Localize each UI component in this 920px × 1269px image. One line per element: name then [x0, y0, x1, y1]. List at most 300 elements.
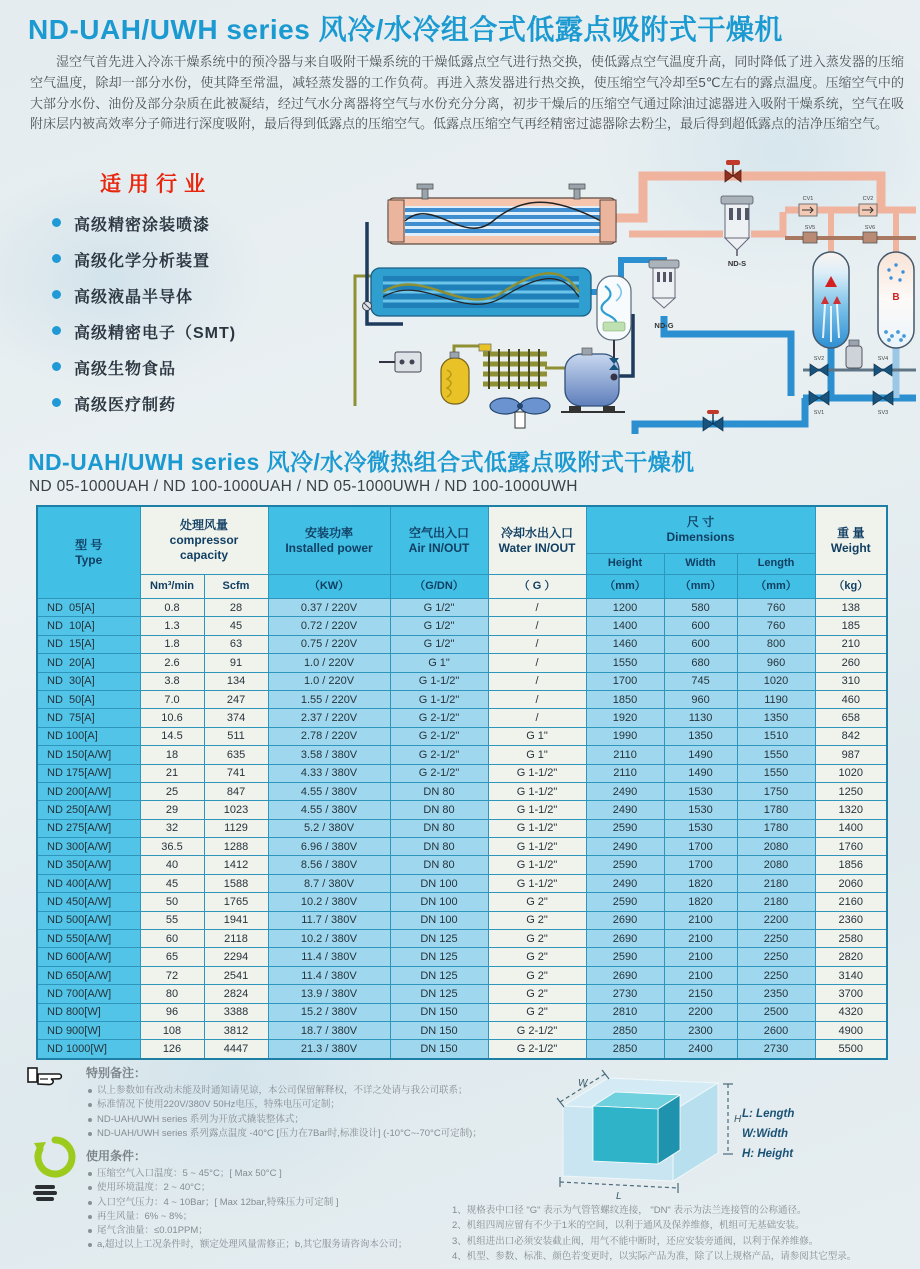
table-cell: 1588 — [204, 874, 268, 892]
table-cell: 21 — [140, 764, 204, 782]
table-cell: 1850 — [586, 690, 664, 708]
special-note-item: 标准情况下使用220V/380V 50Hz电压，特殊电压可定制； — [86, 1098, 506, 1112]
dim-l-label: L — [616, 1191, 622, 1202]
table-cell: ND 275[A/W] — [37, 819, 140, 837]
table-cell: 2810 — [586, 1003, 664, 1021]
table-cell: 1750 — [737, 782, 815, 800]
table-row — [37, 874, 887, 892]
industry-item: 高级生物食品 — [48, 356, 338, 379]
sight-glass-valve-icon — [363, 302, 372, 311]
table-cell: 1288 — [204, 838, 268, 856]
table-cell: G 1-1/2" — [488, 782, 586, 800]
table-cell: 134 — [204, 672, 268, 690]
legend-width: W:Width — [742, 1128, 789, 1141]
table-cell: 1.0 / 220V — [268, 672, 390, 690]
usage-conditions-list — [86, 1167, 506, 1253]
table-cell: 1941 — [204, 911, 268, 929]
table-cell: 310 — [815, 672, 887, 690]
table-cell: G 1" — [390, 654, 488, 672]
table-row — [37, 672, 887, 690]
table-cell: 745 — [664, 672, 737, 690]
table-cell: 0.37 / 220V — [268, 599, 390, 617]
stack-icon — [32, 1184, 58, 1202]
table-cell: 635 — [204, 746, 268, 764]
table-row — [37, 819, 887, 837]
table-cell: 1412 — [204, 856, 268, 874]
table-cell: 1700 — [586, 672, 664, 690]
table-cell: DN 80 — [390, 801, 488, 819]
col-header-width: Width — [664, 554, 737, 575]
table-cell: 2400 — [664, 1040, 737, 1059]
col-header-type: 型 号 Type — [37, 506, 140, 599]
svg-text:SV6: SV6 — [864, 225, 876, 231]
table-cell: 842 — [815, 727, 887, 745]
table-cell: 1760 — [815, 838, 887, 856]
table-row — [37, 1003, 887, 1021]
table-cell: 1550 — [737, 746, 815, 764]
muffler — [846, 340, 862, 368]
industry-item: 高级精密电子（SMT) — [48, 320, 338, 343]
table-cell: 10.6 — [140, 709, 204, 727]
table-cell: 2730 — [586, 985, 664, 1003]
table-cell: 1400 — [815, 819, 887, 837]
table-cell: 2100 — [664, 966, 737, 984]
table-cell: 8.7 / 380V — [268, 874, 390, 892]
table-cell: 108 — [140, 1021, 204, 1039]
table-cell: 60 — [140, 930, 204, 948]
table-cell: 4447 — [204, 1040, 268, 1059]
table-cell: 1130 — [664, 709, 737, 727]
table-cell: 2100 — [664, 948, 737, 966]
table-cell: 847 — [204, 782, 268, 800]
table-cell: 1550 — [586, 654, 664, 672]
table-cell: G 1-1/2" — [488, 764, 586, 782]
recycle-icon — [32, 1134, 78, 1180]
table-cell: ND 550[A/W] — [37, 930, 140, 948]
nd-s-filter-label: ND-S — [727, 259, 747, 268]
numbered-note-item: 3、机组进出口必须安装截止阀，用气不能中断时，还应安装旁通阀，以利于保养维修。 — [452, 1235, 819, 1247]
table-cell: 18 — [140, 746, 204, 764]
table-cell: 247 — [204, 690, 268, 708]
table-cell: 2850 — [586, 1021, 664, 1039]
process-flow-diagram — [333, 156, 920, 440]
table-cell: ND 20[A] — [37, 654, 140, 672]
table-cell: G 2-1/2" — [390, 764, 488, 782]
table-cell: 2490 — [586, 801, 664, 819]
table-cell: 260 — [815, 654, 887, 672]
col-header-air: 空气出入口 Air IN/OUT — [390, 506, 488, 575]
table-cell: 25 — [140, 782, 204, 800]
table-cell: 2294 — [204, 948, 268, 966]
table-cell: 8.56 / 380V — [268, 856, 390, 874]
table-cell: 2110 — [586, 764, 664, 782]
table-cell: 960 — [737, 654, 815, 672]
table-cell: 1530 — [664, 801, 737, 819]
table-cell: 680 — [664, 654, 737, 672]
special-note-item: 以上参数如有改动未能及时通知请见谅，本公司保留解释权，不详之处请与我公司联系； — [86, 1084, 506, 1098]
table-cell: ND 650[A/W] — [37, 966, 140, 984]
table-cell: 0.72 / 220V — [268, 617, 390, 635]
table-cell: 1550 — [737, 764, 815, 782]
table-cell: G 2" — [488, 948, 586, 966]
table-cell: 1.8 — [140, 635, 204, 653]
adsorption-tower-a — [813, 252, 849, 348]
table-cell: 1700 — [664, 838, 737, 856]
table-row — [37, 1021, 887, 1039]
usage-condition-item: 再生风量：6% ~ 8%； — [86, 1210, 506, 1224]
table-cell: 5500 — [815, 1040, 887, 1059]
valve-sv2 — [810, 356, 828, 376]
special-note-item: ND-UAH/UWH series 系列为开放式撬装整体式； — [86, 1113, 506, 1127]
table-cell: DN 125 — [390, 948, 488, 966]
table-cell: 96 — [140, 1003, 204, 1021]
table-cell: / — [488, 617, 586, 635]
table-cell: G 1" — [488, 727, 586, 745]
table-cell: 91 — [204, 654, 268, 672]
evaporator-heat-exchanger — [371, 268, 591, 316]
table-cell: 2690 — [586, 930, 664, 948]
tower-b-label: B — [892, 292, 900, 303]
table-row — [37, 948, 887, 966]
col-header-weight: 重 量 Weight — [815, 506, 887, 575]
table-cell: 460 — [815, 690, 887, 708]
table-row — [37, 727, 887, 745]
usage-condition-item: 入口空气压力：4 ~ 10Bar；[ Max 12bar,特殊压力可定制 ] — [86, 1196, 506, 1210]
spec-table-body — [37, 599, 887, 1059]
special-note-item: ND-UAH/UWH series 系列露点温度 -40°C [压力在7Bar时,标准设计] (-10°C~-70°C可定制)； — [86, 1127, 506, 1141]
table-cell: 2850 — [586, 1040, 664, 1059]
flange-icon — [417, 184, 585, 199]
col-header-power: 安装功率 Installed power — [268, 506, 390, 575]
table-cell: / — [488, 635, 586, 653]
table-cell: 2080 — [737, 856, 815, 874]
table-cell: 1700 — [664, 856, 737, 874]
table-cell: 138 — [815, 599, 887, 617]
precooler-heat-exchanger — [388, 184, 616, 244]
legend-height: H: Height — [742, 1148, 794, 1161]
table-cell: 2.78 / 220V — [268, 727, 390, 745]
table-cell: ND 1000[W] — [37, 1040, 140, 1059]
industries-list — [48, 212, 338, 415]
table-cell: 2.6 — [140, 654, 204, 672]
table-cell: ND 450[A/W] — [37, 893, 140, 911]
table-cell: 1200 — [586, 599, 664, 617]
table-cell: G 2" — [488, 911, 586, 929]
table-cell: DN 150 — [390, 1003, 488, 1021]
table-cell: G 1-1/2" — [488, 874, 586, 892]
dimension-box-diagram — [538, 1056, 753, 1204]
table-cell: 3388 — [204, 1003, 268, 1021]
table-row — [37, 1040, 887, 1059]
table-cell: 600 — [664, 635, 737, 653]
table-cell: 2350 — [737, 985, 815, 1003]
table-cell: G 2" — [488, 1003, 586, 1021]
table-cell: DN 150 — [390, 1040, 488, 1059]
industries-title: 适用行业 — [100, 173, 212, 196]
table-cell: 1780 — [737, 801, 815, 819]
table-row — [37, 782, 887, 800]
adsorption-tower-b — [878, 252, 914, 348]
table-cell: 2600 — [737, 1021, 815, 1039]
table-cell: 1320 — [815, 801, 887, 819]
table-cell: G 2" — [488, 893, 586, 911]
table-cell: / — [488, 654, 586, 672]
table-cell: 28 — [204, 599, 268, 617]
table-cell: G 1-1/2" — [390, 690, 488, 708]
table-cell: 2200 — [737, 911, 815, 929]
table-cell: DN 100 — [390, 874, 488, 892]
table-cell: 2100 — [664, 911, 737, 929]
unit-kw: （KW） — [268, 575, 390, 599]
table-cell: G 2-1/2" — [390, 709, 488, 727]
table-cell: 1780 — [737, 819, 815, 837]
table-cell: 45 — [140, 874, 204, 892]
table-cell: ND 600[A/W] — [37, 948, 140, 966]
table-cell: 185 — [815, 617, 887, 635]
table-cell: 1510 — [737, 727, 815, 745]
table-cell: DN 80 — [390, 838, 488, 856]
table-row — [37, 838, 887, 856]
table-cell: 1990 — [586, 727, 664, 745]
table-cell: 2110 — [586, 746, 664, 764]
table-cell: 4.33 / 380V — [268, 764, 390, 782]
col-header-length: Length — [737, 554, 815, 575]
table-row — [37, 764, 887, 782]
table-cell: 2730 — [737, 1040, 815, 1059]
table-cell: 21.3 / 380V — [268, 1040, 390, 1059]
table-row — [37, 654, 887, 672]
industries-section — [48, 168, 338, 428]
table-cell: G 2-1/2" — [488, 1040, 586, 1059]
table-cell: ND 175[A/W] — [37, 764, 140, 782]
table-cell: DN 100 — [390, 893, 488, 911]
check-valve-cv1 — [799, 196, 817, 216]
table-cell: G 2-1/2" — [488, 1021, 586, 1039]
table-cell: / — [488, 672, 586, 690]
unit-g: （ G ） — [488, 575, 586, 599]
table-cell: DN 150 — [390, 1021, 488, 1039]
table-cell: 1820 — [664, 893, 737, 911]
usage-condition-item: a,超过以上工况条件时，额定处理风量需修正；b,其它服务请咨询本公司； — [86, 1238, 506, 1252]
table-cell: 2250 — [737, 966, 815, 984]
table-row — [37, 690, 887, 708]
table-cell: 960 — [664, 690, 737, 708]
table-cell: 2690 — [586, 966, 664, 984]
table-cell: 511 — [204, 727, 268, 745]
table-cell: G 1" — [488, 746, 586, 764]
table-cell: ND 30[A] — [37, 672, 140, 690]
table-cell: 800 — [737, 635, 815, 653]
col-header-capacity: 处理风量 compressor capacity — [140, 506, 268, 575]
table-cell: DN 125 — [390, 966, 488, 984]
svg-text:CV1: CV1 — [802, 196, 814, 202]
table-row — [37, 893, 887, 911]
industry-item: 高级化学分析装置 — [48, 248, 338, 271]
table-cell: 4320 — [815, 1003, 887, 1021]
table-cell: ND 700[A/W] — [37, 985, 140, 1003]
table-cell: 2300 — [664, 1021, 737, 1039]
svg-text:SV3: SV3 — [877, 410, 889, 416]
table-cell: G 1/2" — [390, 599, 488, 617]
table-cell: 2080 — [737, 838, 815, 856]
table-cell: 2590 — [586, 856, 664, 874]
table-cell: G 1-1/2" — [488, 838, 586, 856]
condenser-coil — [479, 344, 547, 389]
usage-condition-item: 尾气含油量：≤0.01PPM； — [86, 1224, 506, 1238]
table-cell: DN 80 — [390, 782, 488, 800]
table-row — [37, 930, 887, 948]
table-cell: 4900 — [815, 1021, 887, 1039]
table-cell: 32 — [140, 819, 204, 837]
unit-mm-w: （mm） — [664, 575, 737, 599]
industry-item: 高级液晶半导体 — [48, 284, 338, 307]
table-cell: ND 200[A/W] — [37, 782, 140, 800]
table-cell: 1129 — [204, 819, 268, 837]
table-cell: ND 500[A/W] — [37, 911, 140, 929]
table-cell: ND 10[A] — [37, 617, 140, 635]
check-valve-cv2 — [859, 196, 877, 216]
table-cell: 0.75 / 220V — [268, 635, 390, 653]
table-row — [37, 599, 887, 617]
table-cell: 2490 — [586, 838, 664, 856]
table-cell: ND 50[A] — [37, 690, 140, 708]
dimension-legend — [742, 1104, 794, 1164]
table-cell: 18.7 / 380V — [268, 1021, 390, 1039]
table-cell: 45 — [204, 617, 268, 635]
usage-condition-item: 使用环境温度：2 ~ 40°C； — [86, 1181, 506, 1195]
table-cell: 0.8 — [140, 599, 204, 617]
table-row — [37, 911, 887, 929]
table-cell: 741 — [204, 764, 268, 782]
table-cell: 580 — [664, 599, 737, 617]
table-row — [37, 635, 887, 653]
table-cell: 50 — [140, 893, 204, 911]
table-cell: 3700 — [815, 985, 887, 1003]
table-cell: G 1-1/2" — [488, 856, 586, 874]
intro-paragraph: 湿空气首先进入冷冻干燥系统中的预冷器与来自吸附干燥系统的干燥低露点空气进行热交换，使低露点空气温度升高，同时降低了进入蒸发器的压缩空气温度，除却一部分水份，使其降至常温，减轻蒸发器的工作负荷。再进入蒸发器进行热交换，使压缩空气冷却至5℃左右的露点温度。压缩空气中的大部分水份、油份及部分杂质在此被凝结，经过气水分离器将空气与水份充分分离，初步干燥后的压缩空气通过除油过滤器进入吸附干燥系统，空气在吸附床层内被高效率分子筛进行深度吸附，最后得到低露点的压缩空气。低露点压缩空气再经精密过滤器除去粉尘，最后得到超低露点的洁净压缩空气。 — [30, 54, 904, 132]
table-cell: 10.2 / 380V — [268, 893, 390, 911]
table-cell: 2.37 / 220V — [268, 709, 390, 727]
table-cell: DN 125 — [390, 930, 488, 948]
table-cell: 55 — [140, 911, 204, 929]
nd-s-filter — [721, 196, 753, 268]
table-cell: 1820 — [664, 874, 737, 892]
table-cell: 2150 — [664, 985, 737, 1003]
table-cell: 1250 — [815, 782, 887, 800]
table-cell: 3.58 / 380V — [268, 746, 390, 764]
cooling-fan — [490, 398, 550, 428]
solenoid-valve-sv6 — [863, 225, 877, 243]
special-notes-title: 特别备注： — [86, 1066, 147, 1080]
table-cell: 2250 — [737, 930, 815, 948]
table-cell: 1920 — [586, 709, 664, 727]
table-cell: ND 800[W] — [37, 1003, 140, 1021]
valve-sv4 — [874, 356, 892, 376]
table-cell: 1020 — [815, 764, 887, 782]
table-cell: 1023 — [204, 801, 268, 819]
industry-item: 高级医疗制药 — [48, 392, 338, 415]
table-cell: 760 — [737, 617, 815, 635]
special-notes — [86, 1064, 506, 1259]
usage-condition-item: 压缩空气入口温度：5 ~ 45°C；[ Max 50°C ] — [86, 1167, 506, 1181]
table-cell: 1350 — [737, 709, 815, 727]
special-notes-list — [86, 1084, 506, 1141]
table-cell: ND 300[A/W] — [37, 838, 140, 856]
table-cell: ND 100[A] — [37, 727, 140, 745]
table-cell: 3.8 — [140, 672, 204, 690]
table-cell: 7.0 — [140, 690, 204, 708]
svg-text:SV5: SV5 — [804, 225, 816, 231]
svg-text:SV4: SV4 — [877, 356, 889, 362]
table-cell: G 1-1/2" — [390, 672, 488, 690]
table-row — [37, 617, 887, 635]
table-cell: 1856 — [815, 856, 887, 874]
table-cell: 6.96 / 380V — [268, 838, 390, 856]
table-cell: 14.5 — [140, 727, 204, 745]
table-cell: 2180 — [737, 893, 815, 911]
exhaust-valve-icon — [703, 410, 723, 431]
table-cell: / — [488, 690, 586, 708]
table-cell: 987 — [815, 746, 887, 764]
unit-gdn: （G/DN） — [390, 575, 488, 599]
table-cell: 1.3 — [140, 617, 204, 635]
table-cell: 1460 — [586, 635, 664, 653]
table-cell: 2490 — [586, 782, 664, 800]
numbered-note-item: 2、机组四周应留有不少于1米的空间，以利于通风及保养维修，机组可无基础安装。 — [452, 1220, 805, 1232]
table-cell: 4.55 / 380V — [268, 782, 390, 800]
table-cell: ND 350[A/W] — [37, 856, 140, 874]
table-cell: 40 — [140, 856, 204, 874]
pointing-hand-icon — [26, 1063, 72, 1089]
unit-nm3min: Nm³/min — [140, 575, 204, 599]
table-cell: G 1-1/2" — [488, 801, 586, 819]
table-cell: 1020 — [737, 672, 815, 690]
table-cell: 72 — [140, 966, 204, 984]
table-cell: 1400 — [586, 617, 664, 635]
table-cell: 4.55 / 380V — [268, 801, 390, 819]
col-header-water: 冷却水出入口 Water IN/OUT — [488, 506, 586, 575]
table-cell: 3812 — [204, 1021, 268, 1039]
refrigerant-receiver — [441, 352, 469, 404]
table-row — [37, 856, 887, 874]
col-header-dimensions: 尺 寸 Dimensions — [586, 506, 815, 554]
models-subtitle: ND 05-1000UAH / ND 100-1000UAH / ND 05-1000UWH / ND 100-1000UWH — [29, 478, 578, 495]
table-cell: ND 150[A/W] — [37, 746, 140, 764]
table-cell: ND 250[A/W] — [37, 801, 140, 819]
unit-mm-l: （mm） — [737, 575, 815, 599]
table-cell: G 1/2" — [390, 635, 488, 653]
table-row — [37, 801, 887, 819]
table-cell: G 2" — [488, 966, 586, 984]
table-cell: ND 900[W] — [37, 1021, 140, 1039]
table-cell: 2118 — [204, 930, 268, 948]
table-cell: G 2" — [488, 930, 586, 948]
table-cell: 126 — [140, 1040, 204, 1059]
table-cell: 2820 — [815, 948, 887, 966]
industry-item: 高级精密涂装喷漆 — [48, 212, 338, 235]
svg-text:SV1: SV1 — [813, 410, 825, 416]
table-cell: 2490 — [586, 874, 664, 892]
col-header-height: Height — [586, 554, 664, 575]
table-cell: 210 — [815, 635, 887, 653]
table-cell: 1530 — [664, 819, 737, 837]
table-cell: 11.7 / 380V — [268, 911, 390, 929]
table-cell: 2200 — [664, 1003, 737, 1021]
table-row — [37, 966, 887, 984]
table-cell: 1190 — [737, 690, 815, 708]
table-cell: ND 15[A] — [37, 635, 140, 653]
series-title: ND-UAH/UWH series 风冷/水冷微热组合式低露点吸附式干燥机 — [28, 449, 695, 475]
